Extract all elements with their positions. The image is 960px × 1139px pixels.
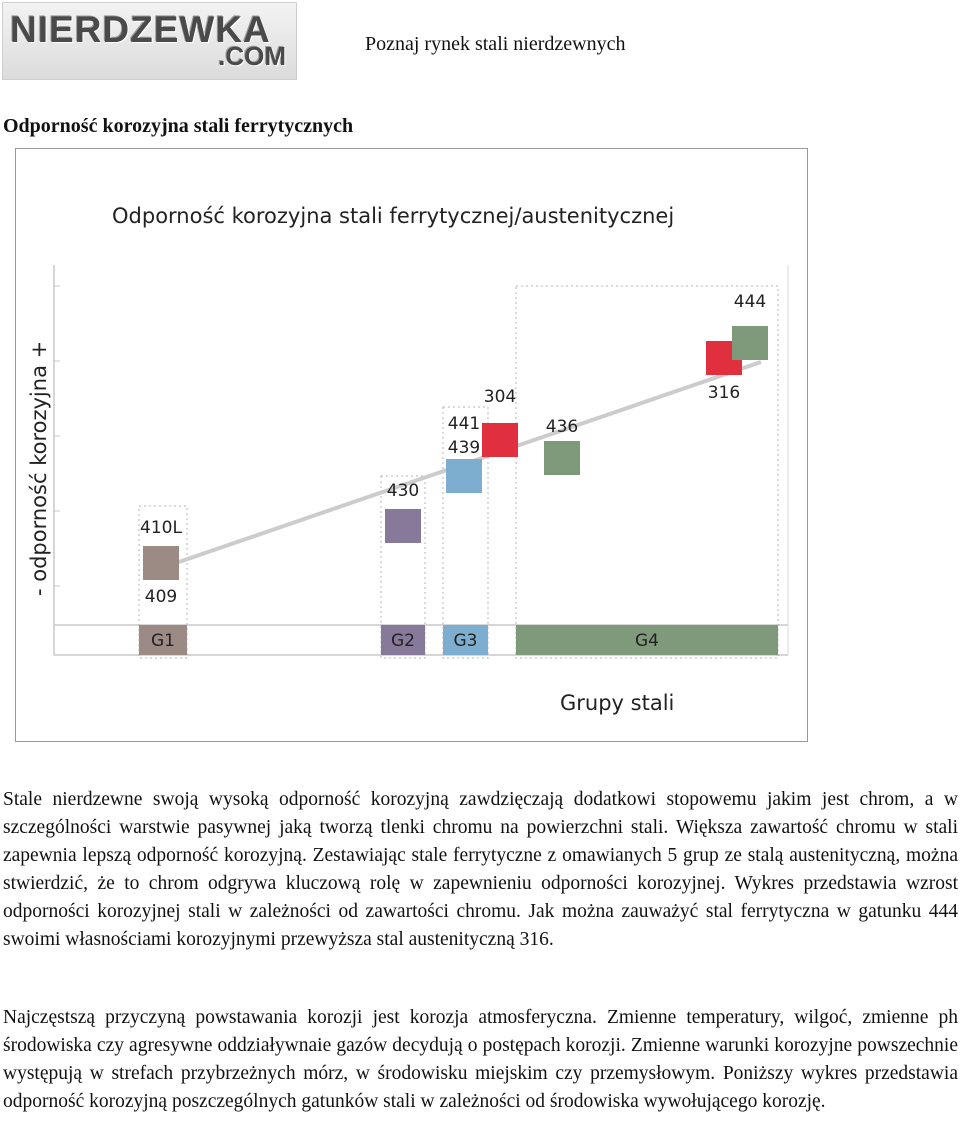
- group-label-g3: G3: [453, 631, 478, 651]
- x-axis-label: Grupy stali: [560, 691, 675, 715]
- site-logo[interactable]: [2, 2, 297, 80]
- section-title: Odporność korozyjna stali ferrytycznych: [3, 115, 354, 137]
- corrosion-chart: [15, 148, 808, 742]
- site-tagline: Poznaj rynek stali nierdzewnych: [365, 33, 626, 55]
- group-label-g1: G1: [151, 631, 175, 651]
- grade-label-441: 441: [447, 414, 481, 434]
- grade-mark-304: [482, 423, 518, 457]
- grade-label-436: 436: [545, 417, 579, 437]
- grade-mark-430: [385, 509, 421, 543]
- paragraph-chromium-role: Stale nierdzewne swoją wysoką odporność korozyjną zawdzięczają dodatkowi stopowemu jakim jest chrom, a w szczególności warstwie pasywnej jaką tworzą tlenki chromu na powierzchni stali. Większa zawartość chromu w stali zapewnia lepszą odporność korozyjną. Zestawiając stale ferrytyczne z omawianych 5 grup ze stalą austenityczną, można stwierdzić, że to chrom odgrywa kluczową rolę w zapewnieniu odporności korozyjnej. Wykres przedstawia wzrost odporności korozyjnej stali w zależności od zawartości chromu. Jak można zauważyć stal ferrytyczna w gatunku 444 swoimi własnościami korozyjnymi przewyższa stal austenityczną 316.: [3, 789, 958, 950]
- y-axis-label: - odporność korozyjna +: [27, 340, 51, 596]
- chart-title: Odporność korozyjna stali ferrytycznej/austenitycznej: [112, 204, 675, 228]
- grade-label-444: 444: [733, 292, 767, 312]
- grade-mark-436: [544, 441, 580, 475]
- grade-label-430: 430: [386, 481, 420, 501]
- logo-main-text: NIERDZEWKA: [10, 9, 271, 50]
- group-bars: [139, 625, 778, 655]
- grade-label-304: 304: [483, 387, 517, 407]
- group-label-g2: G2: [391, 631, 415, 651]
- paragraph-atmospheric-corrosion: Najczęstszą przyczyną powstawania korozji jest korozja atmosferyczna. Zmienne temperatury, wilgoć, zmienne ph środowiska czy agresywne oddziaływnaie gazów decydują o postępach korozji. Zmienne warunki korozyjne powszechnie występują w strefach przybrzeżnych mórz, w środowisku miejskim czy przemysłowym. Poniższy wykres przedstawia odporność korozyjną poszczególnych gatunków stali w zależności od środowiska wywołującego korozję.: [3, 1007, 958, 1112]
- group-label-g4: G4: [635, 631, 659, 651]
- grade-mark-444: [732, 326, 768, 360]
- grade-label-410l: 410L: [140, 518, 182, 538]
- chart-svg: [16, 149, 809, 743]
- grade-mark-410l: [143, 546, 179, 580]
- logo-domain-text: .COM: [218, 41, 286, 71]
- grade-marks: [140, 292, 768, 607]
- grade-mark-441: [446, 459, 482, 493]
- grade-label-409: 409: [144, 587, 178, 607]
- grade-label-439: 439: [447, 438, 481, 458]
- grade-label-316: 316: [707, 383, 741, 403]
